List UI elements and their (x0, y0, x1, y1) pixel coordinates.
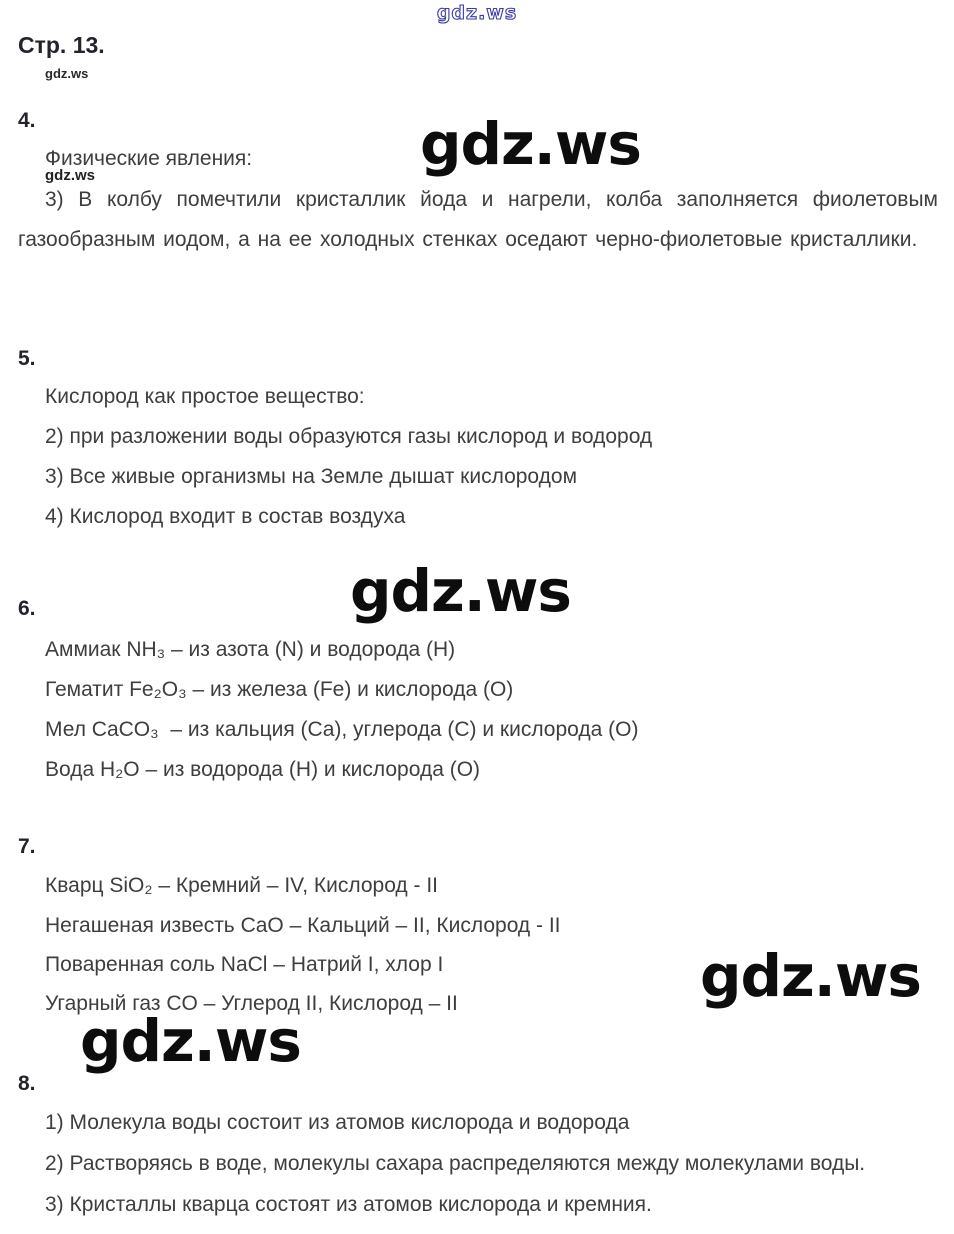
section-6-number: 6. (18, 597, 36, 620)
section-6-line: Аммиак NH₃ – из азота (N) и водорода (H) (45, 638, 456, 661)
watermark-gdzws: gdz.ws (80, 1007, 301, 1075)
section-5-line: 4) Кислород входит в состав воздуха (45, 505, 406, 528)
section-7-line: Угарный газ CO – Углерод II, Кислород – II (45, 992, 458, 1015)
section-6-line: Гематит Fe₂O₃ – из железа (Fe) и кислорода (O) (45, 678, 514, 701)
section-7-line: Поваренная соль NaCl – Натрий I, хлор I (45, 953, 444, 976)
watermark-gdzws: gdz.ws (700, 942, 921, 1010)
section-5-number: 5. (18, 347, 36, 370)
small-watermark-gdzws: gdz.ws (45, 167, 96, 184)
watermark-gdzws: gdz.ws (350, 557, 571, 625)
small-watermark-gdzws: gdz.ws (45, 66, 89, 81)
section-5-line: 3) Все живые организмы на Земле дышат кислородом (45, 465, 578, 488)
section-8-line: 3) Кристаллы кварца состоят из атомов кислорода и кремния. (45, 1193, 652, 1216)
page-title: Стр. 13. (18, 32, 105, 58)
section-6-line: Мел CaCO₃ – из кальция (Ca), углерода (C) и кислорода (O) (45, 718, 639, 741)
section-6-line: Вода H₂O – из водорода (H) и кислорода (O) (45, 758, 481, 781)
section-7-line: Негашеная известь CaO – Кальций – II, Кислород - II (45, 914, 561, 937)
watermark-gdzws: gdz.ws (420, 110, 641, 178)
section-7-number: 7. (18, 835, 36, 858)
header-watermark-gdzws: gdz.ws (436, 2, 518, 24)
section-4-paragraph: 3) В колбу помечтили кристаллик йода и нагрели, колба заполняется фиолетовым газообразным иодом, а на ее холодных стенках оседают черно-фиолетовые кристаллики. (18, 188, 938, 251)
section-8-number: 8. (18, 1072, 36, 1095)
section-4-intro: Физические явления: (45, 147, 253, 170)
section-4-number: 4. (18, 109, 36, 132)
section-7-line: Кварц SiO₂ – Кремний – IV, Кислород - II (45, 874, 439, 897)
section-5-line: Кислород как простое вещество: (45, 385, 365, 408)
section-5-line: 2) при разложении воды образуются газы кислород и водород (45, 425, 653, 448)
section-8-line: 1) Молекула воды состоит из атомов кислорода и водорода (45, 1111, 630, 1134)
section-8-line: 2) Растворяясь в воде, молекулы сахара распределяются между молекулами воды. (45, 1152, 866, 1175)
